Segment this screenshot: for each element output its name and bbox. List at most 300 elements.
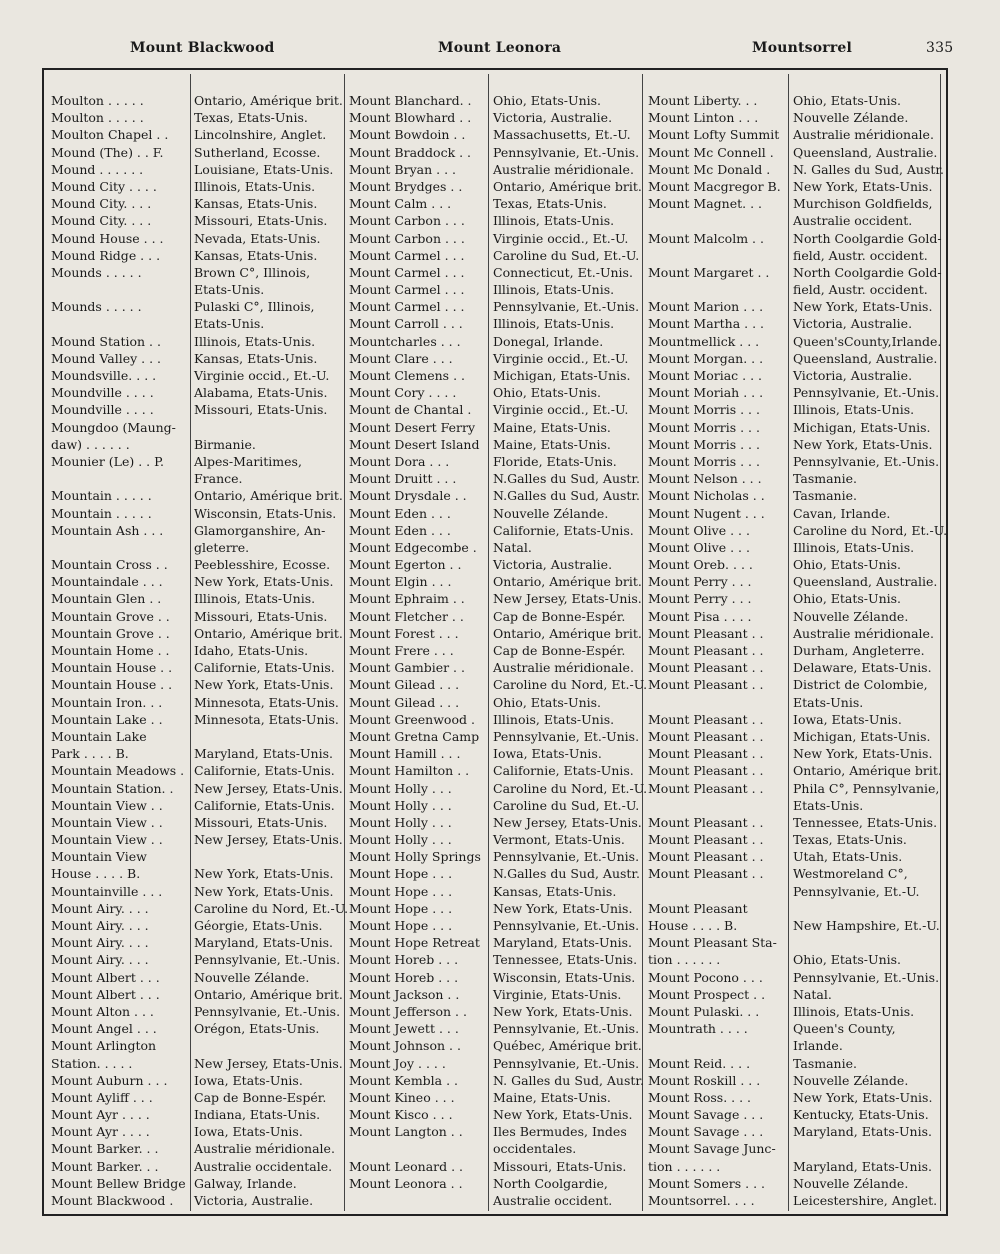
gazetteer-entry	[648, 1055, 943, 1072]
entry-location: Nevada, Etats-Unis.	[194, 230, 321, 246]
entry-location: Alpes-Maritimes,	[194, 453, 302, 469]
column-divider	[344, 74, 345, 1211]
gazetteer-entry	[51, 126, 341, 143]
entry-name: Mount Somers . . .	[648, 1175, 765, 1191]
entry-name: Mountsorrel. . . .	[648, 1193, 755, 1208]
gazetteer-entry	[648, 1175, 943, 1192]
entry-location: Pennsylvanie, Et.-Unis.	[493, 299, 640, 315]
entry-location: Phila C°, Pennsylvanie,	[793, 780, 940, 796]
entry-name: Station. . . . .	[51, 1055, 133, 1071]
entry-location: Géorgie, Etats-Unis.	[194, 918, 323, 933]
gazetteer-entry	[648, 1140, 943, 1157]
gazetteer-entry	[648, 676, 943, 693]
gazetteer-entry	[51, 92, 341, 109]
gazetteer-entry	[349, 1003, 639, 1020]
entry-location: Floride, Etats-Unis.	[493, 453, 617, 469]
entry-name: Mount Savage Junc-	[648, 1141, 776, 1157]
header-first-entry: Mount Blackwood	[130, 40, 275, 56]
entry-name: Mount Airy. . . .	[51, 952, 149, 968]
gazetteer-entry	[349, 745, 639, 762]
gazetteer-entry	[51, 1055, 341, 1072]
entry-name: Moundville . . . .	[51, 385, 154, 401]
gazetteer-entry	[51, 298, 341, 315]
entry-location: New York, Etats-Unis.	[493, 900, 633, 916]
entry-location: Illinois, Etats-Unis.	[194, 591, 316, 607]
gazetteer-entry	[648, 1072, 943, 1089]
entry-location: Natal.	[493, 539, 532, 555]
entry-location: New York, Etats-Unis.	[793, 299, 933, 315]
entry-location: Caroline du Nord, Et.-U.	[793, 522, 948, 538]
gazetteer-entry	[51, 1106, 341, 1123]
entry-name: Mountain Iron. . .	[51, 694, 163, 710]
entry-name: Mount Nugent . . .	[648, 505, 765, 521]
gazetteer-entry	[51, 1192, 341, 1209]
gazetteer-entry	[648, 126, 943, 143]
entry-location: Alabama, Etats-Unis.	[194, 385, 328, 401]
gazetteer-entry	[648, 1192, 943, 1209]
entry-location: Australie occidentale.	[194, 1158, 333, 1174]
entry-name: Mountain House . .	[51, 660, 173, 676]
entry-name: Park . . . . B.	[51, 746, 129, 762]
entry-location: Caroline du Sud, Et.-U.	[493, 797, 640, 813]
entry-location: Iowa, Etats-Unis.	[194, 1072, 303, 1088]
gazetteer-entry	[51, 1140, 341, 1157]
column-divider	[642, 74, 643, 1211]
entry-name: Mount Dora . . .	[349, 453, 450, 469]
entry-name: Mount Magnet. . .	[648, 196, 763, 212]
gazetteer-entry	[648, 419, 943, 436]
entry-location: Nouvelle Zélande.	[793, 110, 909, 126]
entry-name: Mount Jewett . . .	[349, 1021, 459, 1037]
gazetteer-entry	[349, 109, 639, 126]
entry-name: Mount Joy . . . .	[349, 1055, 446, 1071]
entry-location: New Jersey, Etats-Unis.	[194, 832, 343, 848]
gazetteer-entry	[51, 556, 341, 573]
entry-name: Mound House . . .	[51, 230, 164, 246]
entry-name: Mount Hope . . .	[349, 866, 453, 882]
entry-location: Tennessee, Etats-Unis.	[493, 952, 638, 968]
gazetteer-entry	[648, 745, 943, 762]
gazetteer-entry	[349, 178, 642, 195]
gazetteer-entry	[349, 281, 639, 298]
gazetteer-entry	[51, 917, 341, 934]
gazetteer-entry	[349, 728, 639, 745]
gazetteer-entry	[349, 694, 639, 711]
entry-name: Mount Carmel . . .	[349, 247, 465, 263]
entry-name: Mount Reid. . . .	[648, 1055, 751, 1071]
entry-location: Nouvelle Zélande.	[793, 608, 909, 624]
entry-name: Mount Egerton . .	[349, 557, 462, 573]
entry-location: Victoria, Australie.	[793, 316, 913, 332]
gazetteer-entry	[349, 934, 639, 951]
entry-location: Louisiane, Etats-Unis.	[194, 161, 334, 177]
gazetteer-entry	[648, 522, 948, 539]
gazetteer-entry	[51, 315, 341, 332]
entry-location: Illinois, Etats-Unis.	[493, 711, 615, 727]
running-header	[0, 40, 1000, 62]
entry-location: Victoria, Australie.	[493, 110, 613, 126]
entry-name: Mountain View . .	[51, 814, 163, 830]
header-middle-entry: Mount Leonora	[438, 40, 562, 56]
gazetteer-entry	[648, 264, 943, 281]
entry-name: Moulton . . . . .	[51, 93, 144, 108]
gazetteer-entry	[51, 883, 341, 900]
entry-location: Pennsylvanie, Et.-Unis.	[493, 1021, 640, 1037]
gazetteer-entry	[648, 951, 943, 968]
entry-name: Mountain View	[51, 849, 147, 865]
entry-location: Etats-Unis.	[194, 316, 265, 332]
entry-name: Mound (The) . . F.	[51, 144, 164, 160]
gazetteer-entry	[349, 865, 639, 882]
entry-location: N. Galles du Sud, Austr.	[493, 1072, 644, 1088]
gazetteer-entry	[349, 986, 639, 1003]
entry-location: Nouvelle Zélande.	[793, 1072, 909, 1088]
entry-location: Murchison Goldfields,	[793, 196, 933, 212]
gazetteer-entry	[349, 917, 639, 934]
entry-name: Mount Mc Donald .	[648, 161, 771, 177]
entry-name: Mount Brydges . .	[349, 178, 463, 194]
entry-name: Mount Pleasant . .	[648, 677, 764, 693]
entry-location: Idaho, Etats-Unis.	[194, 643, 309, 658]
gazetteer-entry	[51, 865, 341, 882]
gazetteer-entry	[349, 1123, 639, 1140]
entry-name: Mount Pocono . . .	[648, 969, 763, 985]
entry-location: Australie méridionale.	[793, 127, 934, 143]
entry-name: Mount Airy. . . .	[51, 935, 149, 951]
entry-name: Mounds . . . . .	[51, 299, 142, 315]
entry-name: Mound Ridge . . .	[51, 247, 161, 263]
gazetteer-entry	[648, 315, 943, 332]
gazetteer-entry	[349, 161, 639, 178]
entry-name: Mount Nicholas . .	[648, 488, 765, 504]
entry-name: Mountain Lake . .	[51, 711, 163, 727]
entry-location: Australie occident.	[793, 213, 913, 229]
entry-location: Maryland, Etats-Unis.	[493, 935, 632, 951]
entry-name: Mount Clare . . .	[349, 350, 453, 366]
gazetteer-entry	[349, 195, 639, 212]
entry-name: Mount Morris . . .	[648, 436, 760, 452]
entry-location: Virginie occid., Et.-U.	[493, 230, 629, 246]
gazetteer-entry	[349, 1140, 639, 1157]
entry-location: Michigan, Etats-Unis.	[793, 728, 931, 744]
entry-name: Mount Moriac . . .	[648, 368, 763, 383]
entry-name: Moundsville. . . .	[51, 368, 157, 383]
entry-location: Caroline du Nord, Et.-U.	[194, 900, 349, 916]
entry-location: New York, Etats-Unis.	[793, 178, 933, 194]
entry-location: Ontario, Amérique brit.	[493, 625, 642, 641]
entry-location: Pennsylvanie, Et.-Unis.	[793, 969, 940, 985]
entry-location: Ontario, Amérique brit.	[493, 178, 642, 194]
entry-location: Ontario, Amérique brit.	[194, 625, 343, 641]
entry-name: Mount Ayr . . . .	[51, 1124, 150, 1140]
entry-name: Mount Auburn . . .	[51, 1072, 168, 1088]
gazetteer-entry	[648, 831, 943, 848]
gazetteer-entry	[648, 367, 943, 384]
entry-location: Maryland, Etats-Unis.	[194, 935, 333, 951]
entry-name: Mount Barker. . .	[51, 1141, 159, 1157]
entry-name: Mount Airy. . . .	[51, 918, 149, 933]
entry-name: Mounds . . . . .	[51, 264, 142, 280]
entry-name: Mount Blanchard. .	[349, 93, 472, 108]
gazetteer-entry	[51, 505, 341, 522]
gazetteer-entry	[51, 573, 341, 590]
entry-name: Mount Moriah . . .	[648, 385, 764, 401]
entry-name: Moulton Chapel . .	[51, 127, 169, 143]
entry-name: Mount Gambier . .	[349, 660, 465, 676]
entry-location: Maryland, Etats-Unis.	[793, 1158, 932, 1174]
entry-location: Virginie occid., Et.-U.	[194, 368, 330, 383]
gazetteer-entry	[349, 315, 639, 332]
entry-name: Mount Holly Springs	[349, 849, 481, 865]
entry-location: Australie méridionale.	[493, 161, 634, 177]
entry-name: Mount Savage . . .	[648, 1107, 764, 1123]
entry-location: N.Galles du Sud, Austr.	[493, 866, 641, 882]
entry-name: Mount Kineo . . .	[349, 1089, 455, 1105]
gazetteer-entry	[51, 436, 341, 453]
entry-location: Kansas, Etats-Unis.	[194, 350, 318, 366]
gazetteer-entry	[648, 969, 943, 986]
entry-name: Mountain House . .	[51, 677, 173, 693]
entry-name: Mount Pisa . . . .	[648, 608, 752, 624]
gazetteer-entry	[51, 539, 341, 556]
gazetteer-entry	[51, 453, 341, 470]
gazetteer-entry	[349, 298, 639, 315]
gazetteer-entry	[349, 230, 639, 247]
entry-name: Mount Arlington	[51, 1038, 157, 1054]
gazetteer-entry	[349, 951, 639, 968]
entry-location: Ontario, Amérique brit.	[493, 574, 642, 590]
gazetteer-entry	[648, 590, 943, 607]
entry-name: Mount Airy. . . .	[51, 900, 149, 916]
entry-location: Queen's County,	[793, 1021, 896, 1037]
gazetteer-entry	[648, 1020, 943, 1037]
entry-location: Tennessee, Etats-Unis.	[793, 814, 938, 830]
gazetteer-entry	[51, 934, 341, 951]
entry-name: Mount Morgan. . .	[648, 350, 764, 366]
gazetteer-entry	[648, 470, 943, 487]
gazetteer-entry	[648, 1123, 943, 1140]
entry-name: Mount Clemens . .	[349, 368, 465, 383]
entry-location: N. Galles du Sud, Austr.	[793, 161, 944, 177]
gazetteer-entry	[648, 608, 943, 625]
gazetteer-entry	[349, 1175, 639, 1192]
entry-name: House . . . . B.	[648, 918, 738, 933]
entry-location: Australie occident.	[493, 1193, 613, 1208]
gazetteer-entry	[648, 161, 943, 178]
gazetteer-entry	[349, 608, 639, 625]
entry-name: Mount Elgin . . .	[349, 574, 452, 590]
entry-location: Ontario, Amérique brit.	[194, 986, 343, 1002]
gazetteer-entry	[349, 676, 648, 693]
gazetteer-entry	[648, 573, 943, 590]
entry-location: Etats-Unis.	[793, 694, 864, 710]
entry-location: Sutherland, Ecosse.	[194, 144, 321, 160]
entry-location: New Hampshire, Et.-U.	[793, 918, 940, 933]
entry-location: Caroline du Nord, Et.-U.	[493, 677, 648, 693]
entry-name: Mount Bowdoin . .	[349, 127, 466, 143]
entry-location: Iowa, Etats-Unis.	[493, 746, 602, 762]
gazetteer-entry	[648, 642, 943, 659]
gazetteer-entry	[648, 487, 943, 504]
entry-name: Mount Ephraim . .	[349, 591, 465, 607]
entry-name: Mountmellick . . .	[648, 333, 760, 349]
entry-location: Natal.	[793, 986, 832, 1002]
entry-location: Vermont, Etats-Unis.	[493, 832, 625, 848]
entry-name: Mount Macgregor B.	[648, 178, 781, 194]
entry-location: Tasmanie.	[793, 1055, 857, 1071]
entry-name: Mountain Home . .	[51, 643, 170, 658]
entry-name: Mount Pleasant . .	[648, 814, 764, 830]
entry-name: Mount Drysdale . .	[349, 488, 467, 504]
entry-location: Connecticut, Et.-Unis.	[493, 264, 633, 280]
entry-location: Victoria, Australie.	[493, 557, 613, 573]
gazetteer-entry	[51, 419, 341, 436]
gazetteer-entry	[51, 1020, 341, 1037]
entry-name: Mount Roskill . . .	[648, 1072, 761, 1088]
entry-location: Minnesota, Etats-Unis.	[194, 711, 339, 727]
gazetteer-entry	[51, 212, 341, 229]
entry-location: Pennsylvanie, Et.-Unis.	[493, 144, 640, 160]
entry-location: Pennsylvanie, Et.-Unis.	[793, 385, 940, 401]
entry-location: Texas, Etats-Unis.	[493, 196, 607, 212]
gazetteer-entry	[648, 986, 943, 1003]
entry-location: Westmoreland C°,	[793, 866, 908, 882]
entry-name: Mound Valley . . .	[51, 350, 162, 366]
entry-location: Glamorganshire, An-	[194, 522, 326, 538]
gazetteer-entry	[349, 831, 639, 848]
gazetteer-entry	[349, 590, 642, 607]
gazetteer-entry	[648, 298, 943, 315]
entry-name: Mount Eden . . .	[349, 522, 451, 538]
gazetteer-entry	[51, 367, 341, 384]
gazetteer-entry	[349, 470, 639, 487]
entry-location: Ohio, Etats-Unis.	[793, 93, 902, 108]
entry-location: Indiana, Etats-Unis.	[194, 1107, 321, 1123]
entry-name: Mountain Ash . . .	[51, 522, 164, 538]
entry-location: Cap de Bonne-Espér.	[194, 1089, 327, 1105]
gazetteer-entry	[51, 470, 341, 487]
gazetteer-entry	[648, 694, 943, 711]
entry-location: Californie, Etats-Unis.	[194, 660, 335, 676]
entry-location: Californie, Etats-Unis.	[194, 763, 335, 779]
gazetteer-entry	[349, 762, 639, 779]
entry-name: Moulton . . . . .	[51, 110, 144, 126]
entry-location: Queen'sCounty,Irlande.	[793, 333, 942, 349]
entry-name: Moundville . . . .	[51, 402, 154, 418]
entry-name: Mount Gilead . . .	[349, 677, 460, 693]
entry-location: Virginie, Etats-Unis.	[493, 986, 622, 1002]
gazetteer-entry	[349, 780, 648, 797]
entry-name: Mount Forest . . .	[349, 625, 459, 641]
entry-name: Mount Braddock . .	[349, 144, 472, 160]
gazetteer-column-3	[648, 92, 948, 1209]
entry-location: Wisconsin, Etats-Unis.	[493, 969, 636, 985]
entry-name: Mount Carroll . . .	[349, 316, 463, 332]
entry-location: North Coolgardie Gold-	[793, 264, 942, 280]
entry-location: Queensland, Australie.	[793, 350, 938, 366]
entry-location: Illinois, Etats-Unis.	[493, 316, 615, 332]
gazetteer-entry	[51, 161, 341, 178]
entry-location: Illinois, Etats-Unis.	[793, 539, 915, 555]
entry-name: Mount Linton . . .	[648, 110, 759, 126]
entry-name: Mount Frere . . .	[349, 643, 454, 658]
entry-name: Mound City. . . .	[51, 196, 152, 212]
gazetteer-entry	[51, 986, 341, 1003]
gazetteer-entry	[349, 556, 639, 573]
gazetteer-entry	[648, 230, 943, 247]
entry-location: Pennsylvanie, Et.-Unis.	[194, 1003, 341, 1019]
entry-location: Kansas, Etats-Unis.	[194, 247, 318, 263]
entry-name: Mount Perry . . .	[648, 591, 752, 607]
gazetteer-entry	[349, 401, 639, 418]
entry-location: Illinois, Etats-Unis.	[194, 178, 316, 194]
entry-name: Mount Pleasant . .	[648, 625, 764, 641]
entry-location: Kansas, Etats-Unis.	[194, 196, 318, 212]
gazetteer-entry	[648, 505, 943, 522]
entry-name: Mount Pleasant . .	[648, 711, 764, 727]
gazetteer-entry	[51, 951, 341, 968]
entry-name: Mount Blowhard . .	[349, 110, 472, 126]
entry-name: Mount Desert Ferry	[349, 419, 476, 435]
gazetteer-entry	[51, 230, 341, 247]
entry-location: Caroline du Nord, Et.-U.	[493, 780, 648, 796]
entry-name: Mount Hamill . . .	[349, 746, 461, 762]
gazetteer-entry	[349, 711, 639, 728]
entry-location: Illinois, Etats-Unis.	[793, 1003, 915, 1019]
gazetteer-entry	[349, 625, 642, 642]
entry-name: Mounier (Le) . . P.	[51, 453, 164, 469]
entry-location: Nouvelle Zélande.	[793, 1175, 909, 1191]
entry-name: Mount Carbon . . .	[349, 230, 465, 246]
entry-name: Mount Eden . . .	[349, 505, 451, 521]
entry-location: Ohio, Etats-Unis.	[493, 694, 602, 710]
gazetteer-entry	[648, 281, 943, 298]
entry-location: New Jersey, Etats-Unis.	[493, 814, 642, 830]
entry-location: Caroline du Sud, Et.-U.	[493, 247, 640, 263]
entry-name: Mount Margaret . .	[648, 264, 770, 280]
entry-name: Mount Mc Connell .	[648, 144, 774, 160]
entry-location: New York, Etats-Unis.	[194, 677, 334, 693]
entry-location: Illinois, Etats-Unis.	[493, 282, 615, 298]
gazetteer-entry	[648, 1003, 943, 1020]
gazetteer-entry	[648, 212, 943, 229]
entry-name: Mountain Lake	[51, 728, 147, 744]
entry-location: Pennsylvanie, Et.-Unis.	[194, 952, 341, 968]
entry-location: Ohio, Etats-Unis.	[493, 385, 602, 401]
entry-location: Illinois, Etats-Unis.	[793, 402, 915, 418]
entry-location: Brown C°, Illinois,	[194, 264, 311, 280]
entry-name: Mountain Grove . .	[51, 608, 170, 624]
entry-name: Mountain Glen . .	[51, 591, 162, 607]
gazetteer-entry	[51, 711, 341, 728]
gazetteer-entry	[648, 350, 943, 367]
gazetteer-entry	[648, 797, 943, 814]
entry-location: Pennsylvanie, Et.-Unis.	[493, 1055, 640, 1071]
entry-location: Michigan, Etats-Unis.	[493, 368, 631, 383]
entry-name: Mount Carmel . . .	[349, 299, 465, 315]
entry-location: Virginie occid., Et.-U.	[493, 350, 629, 366]
entry-location: Ohio, Etats-Unis.	[793, 557, 902, 573]
entry-name: Mount Prospect . .	[648, 986, 766, 1002]
gazetteer-entry	[648, 900, 943, 917]
entry-location: Kansas, Etats-Unis.	[493, 883, 617, 899]
entry-name: Mount Olive . . .	[648, 522, 750, 538]
entry-location: Iowa, Etats-Unis.	[194, 1124, 303, 1140]
gazetteer-entry	[349, 487, 639, 504]
entry-location: Maine, Etats-Unis.	[493, 436, 611, 452]
gazetteer-entry	[51, 144, 341, 161]
entry-name: Mound . . . . . .	[51, 161, 144, 177]
